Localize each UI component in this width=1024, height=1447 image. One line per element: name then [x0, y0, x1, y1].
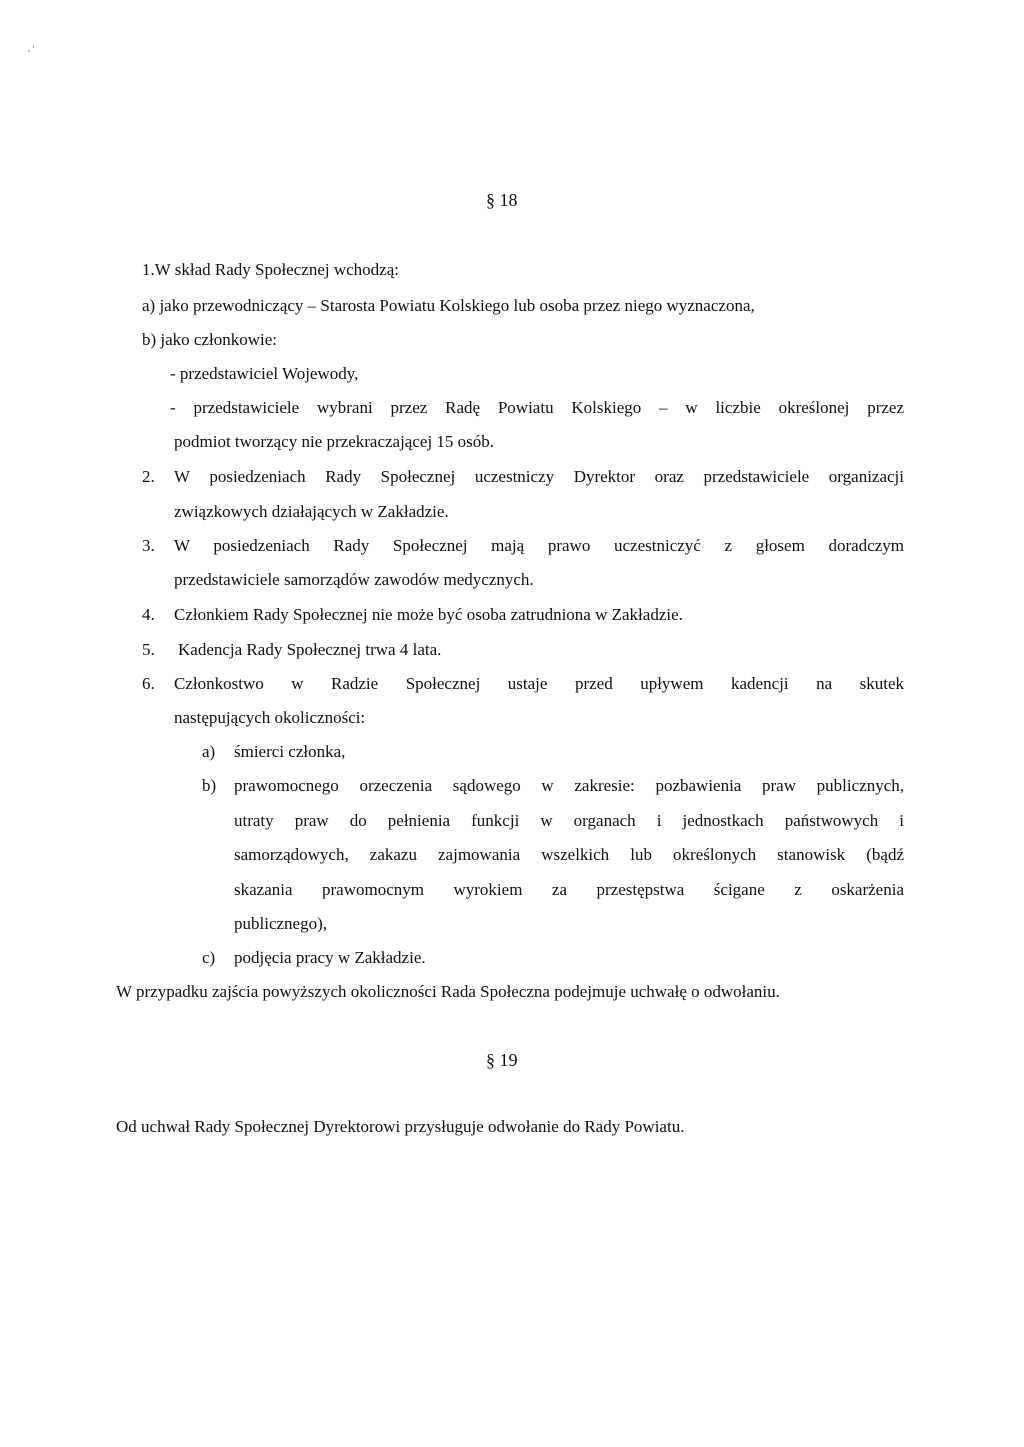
paragraph-1b-item-2-line-2: podmiot tworzący nie przekraczającej 15 osób. [174, 432, 495, 451]
scan-marks: , ‘ [28, 44, 35, 53]
paragraph-1b-item-2-line-1: - przedstawiciele wybrani przez Radę Powiatu Kolskiego – w liczbie określonej przez [170, 398, 904, 417]
paragraph-6c-label: c) [202, 948, 216, 967]
paragraph-6b-line-2: utraty praw do pełnienia funkcji w organach i jednostkach państwowych i [234, 811, 904, 830]
closing-sentence: W przypadku zajścia powyższych okoliczności Rada Społeczna podejmuje uchwałę o odwołaniu. [116, 982, 780, 1001]
paragraph-6b-line-4: skazania prawomocnym wyrokiem za przestępstwa ścigane z oskarżenia [234, 880, 904, 899]
paragraph-1a: a) jako przewodniczący – Starosta Powiatu Kolskiego lub osoba przez niego wyznaczona, [142, 296, 755, 315]
section-19-paragraph: Od uchwał Rady Społecznej Dyrektorowi przysługuje odwołanie do Rady Powiatu. [116, 1117, 685, 1136]
paragraph-5: Kadencja Rady Społecznej trwa 4 lata. [178, 640, 442, 659]
paragraph-6a-label: a) [202, 742, 216, 761]
section-18-heading: § 18 [486, 190, 518, 210]
paragraph-6-line-1: Członkostwo w Radzie Społecznej ustaje przed upływem kadencji na skutek [174, 674, 904, 693]
paragraph-6b-line-1: prawomocnego orzeczenia sądowego w zakresie: pozbawienia praw publicznych, [234, 776, 904, 795]
paragraph-4-number: 4. [142, 605, 155, 624]
paragraph-2-line-1: W posiedzeniach Rady Społecznej uczestniczy Dyrektor oraz przedstawiciele organizacji [174, 467, 904, 486]
paragraph-6b-line-3: samorządowych, zakazu zajmowania wszelkich lub określonych stanowisk (bądź [234, 845, 904, 864]
paragraph-6-number: 6. [142, 674, 155, 693]
paragraph-3-line-1: W posiedzeniach Rady Społecznej mają prawo uczestniczyć z głosem doradczym [174, 536, 904, 555]
paragraph-3-number: 3. [142, 536, 155, 555]
paragraph-6b-label: b) [202, 776, 217, 795]
paragraph-2-number: 2. [142, 467, 155, 486]
paragraph-4: Członkiem Rady Społecznej nie może być osoba zatrudniona w Zakładzie. [174, 605, 683, 624]
paragraph-1: 1.W skład Rady Społecznej wchodzą: [142, 260, 399, 279]
paragraph-3-line-2: przedstawiciele samorządów zawodów medycznych. [174, 570, 534, 589]
paragraph-6b-line-5: publicznego), [234, 914, 327, 933]
section-19-heading: § 19 [486, 1050, 518, 1070]
paragraph-6-line-2: następujących okoliczności: [174, 708, 366, 727]
paragraph-5-number: 5. [142, 640, 155, 659]
paragraph-6a: śmierci członka, [234, 742, 346, 761]
paragraph-2-line-2: związkowych działających w Zakładzie. [174, 502, 449, 521]
paragraph-1b-item-1: - przedstawiciel Wojewody, [170, 364, 359, 383]
paragraph-1b: b) jako członkowie: [142, 330, 278, 349]
paragraph-6c: podjęcia pracy w Zakładzie. [234, 948, 426, 967]
